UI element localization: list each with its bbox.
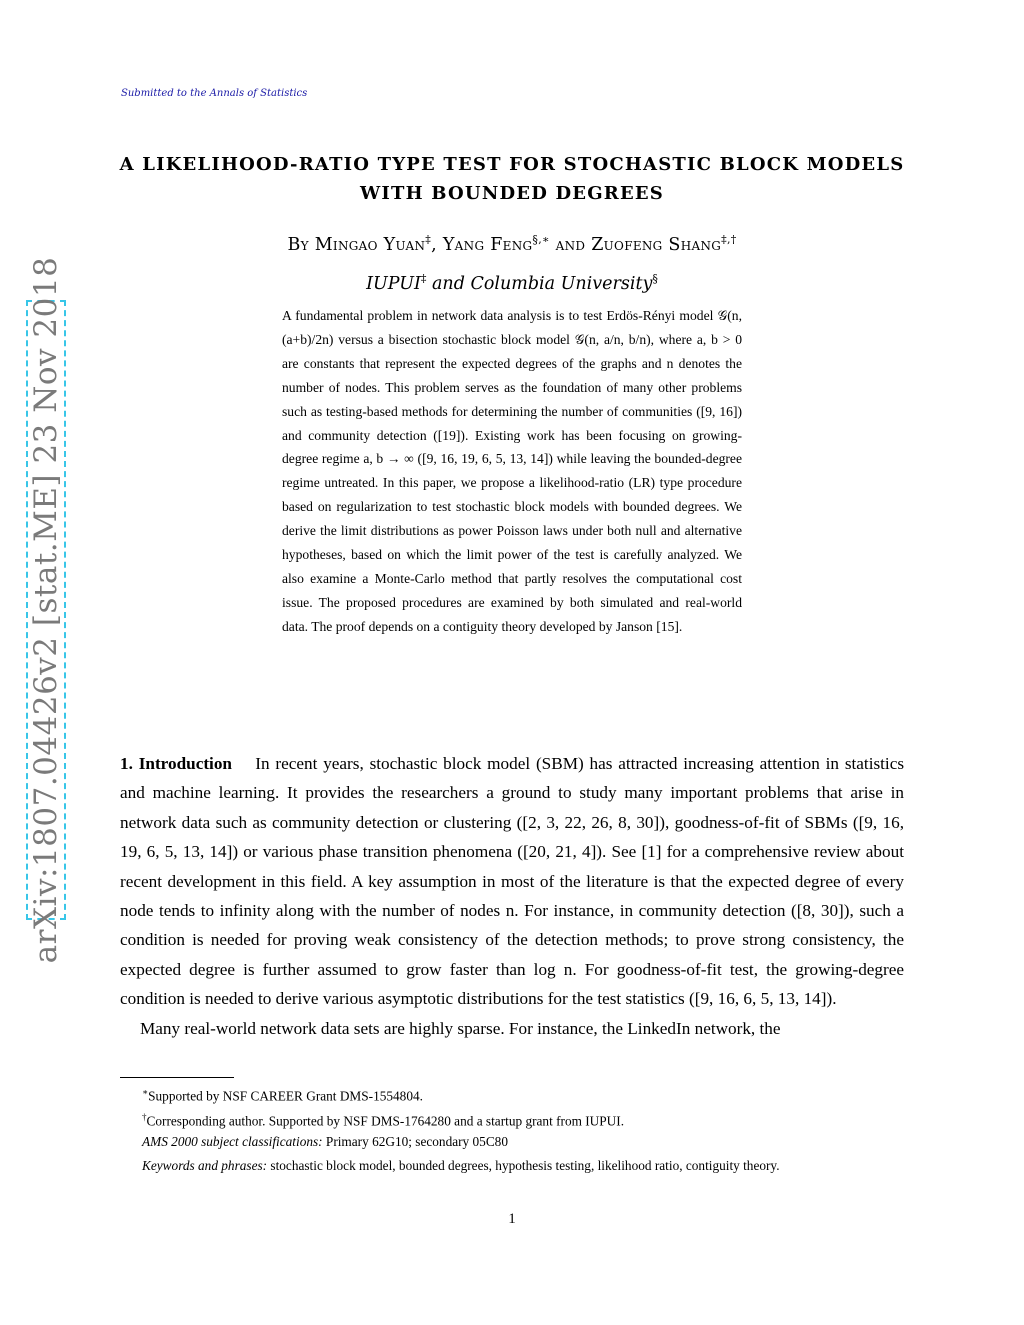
author-name: Zuofeng Shang [591, 234, 722, 255]
title-line-1: A LIKELIHOOD-RATIO TYPE TEST FOR STOCHASTIC BLOCK MODELS [119, 154, 905, 175]
keywords: stochastic block model, bounded degrees, hypothesis testing, likelihood ratio, contiguity theory. [267, 1158, 780, 1174]
footnote-divider [120, 1077, 234, 1078]
arxiv-identifier: arXiv:1807.04426v2 [stat.ME] 23 Nov 2018 [28, 256, 64, 964]
ams-label: AMS 2000 subject classifications: [142, 1133, 323, 1149]
section-heading: 1. Introduction [120, 754, 232, 773]
footnote-corresponding: Corresponding author. Supported by NSF DMS-1764280 and a startup grant from IUPUI. [146, 1113, 625, 1129]
paper-title [110, 150, 914, 208]
affiliation-name: Columbia University [470, 273, 653, 294]
author-by: By [287, 234, 315, 255]
introduction-section [120, 749, 904, 1043]
affiliation-mark: ‡ [420, 272, 427, 285]
title-line-2: WITH BOUNDED DEGREES [360, 183, 664, 204]
footnote-mark: ∗ [142, 1087, 149, 1097]
footnote-mark: † [142, 1111, 147, 1122]
author-name: Mingao Yuan [314, 234, 426, 255]
intro-paragraph-1: In recent years, stochastic block model (SBM) has attracted increasing attention in statistics and machine learning. It provides the researchers a ground to study many important problems that arise in network data such as community detection or clustering ([2, 3, 22, 26, 8, 30]), goodness-of-fit of SBMs ([9, 16, 19, 6, 5, 13, 14]) or various phase transition phenomena ([20, 21, 4]). See [1] for a comprehensive review about recent development in this field. A key assumption in most of the literature is that the expected degree of every node tends to infinity along with the number of nodes n. For instance, in community detection ([8, 30]), such a condition is needed for proving weak consistency of the detection methods; to prove strong consistency, the expected degree is further assumed to grow faster than log n. For goodness-of-fit test, the growing-degree condition is needed to derive various asymptotic distributions for the test statistics ([9, 16, 6, 5, 13, 14]). [120, 754, 905, 1009]
author-mark: ‡ [425, 233, 432, 246]
author-name: Yang Feng [442, 234, 533, 255]
author-mark: §,∗ [532, 233, 550, 246]
journal-header[interactable]: Submitted to the Annals of Statistics [121, 88, 308, 99]
footnotes [120, 1082, 904, 1177]
intro-paragraph-2: Many real-world network data sets are highly sparse. For instance, the LinkedIn network, the [140, 1018, 781, 1038]
abstract: A fundamental problem in network data analysis is to test Erdös-Rényi model 𝒢(n, (a+b)/2n) versus a bisection stochastic block model 𝒢(n, a/n, b/n), where a, b > 0 are constants that represent the expected degrees of the graphs and n denotes the number of nodes. This problem serves as the foundation of many other problems such as testing-based methods for determining the number of communities ([9, 16]) and community detection ([19]). Existing work has been focusing on growing-degree regime a, b → ∞ ([9, 16, 19, 6, 5, 13, 14]) while leaving the bounded-degree regime untreated. In this paper, we propose a likelihood-ratio (LR) type procedure based on regularization to test stochastic block models with bounded degrees. We derive the limit distributions as power Poisson laws under both null and alternative hypotheses, based on which the limit power of the test is carefully analyzed. We also examine a Monte-Carlo method that partly resolves the computational cost issue. The proposed procedures are examined by both simulated and real-world data. The proof depends on a contiguity theory developed by Janson [15]. [282, 308, 742, 634]
affiliation-mark: § [652, 272, 658, 285]
author-mark: ‡,† [721, 233, 737, 246]
ams-classification: Primary 62G10; secondary 05C80 [322, 1133, 508, 1149]
page-number: 1 [508, 1211, 516, 1227]
arxiv-stamp[interactable] [26, 256, 66, 964]
affiliations [110, 272, 914, 294]
author-and: and [549, 234, 592, 255]
affiliation-and: and [426, 273, 471, 294]
author-separator: , [431, 234, 443, 255]
author-list [110, 233, 914, 255]
keywords-label: Keywords and phrases: [142, 1158, 268, 1174]
footnote-funding: Supported by NSF CAREER Grant DMS-1554804. [148, 1088, 423, 1104]
affiliation-name: IUPUI [366, 273, 421, 294]
